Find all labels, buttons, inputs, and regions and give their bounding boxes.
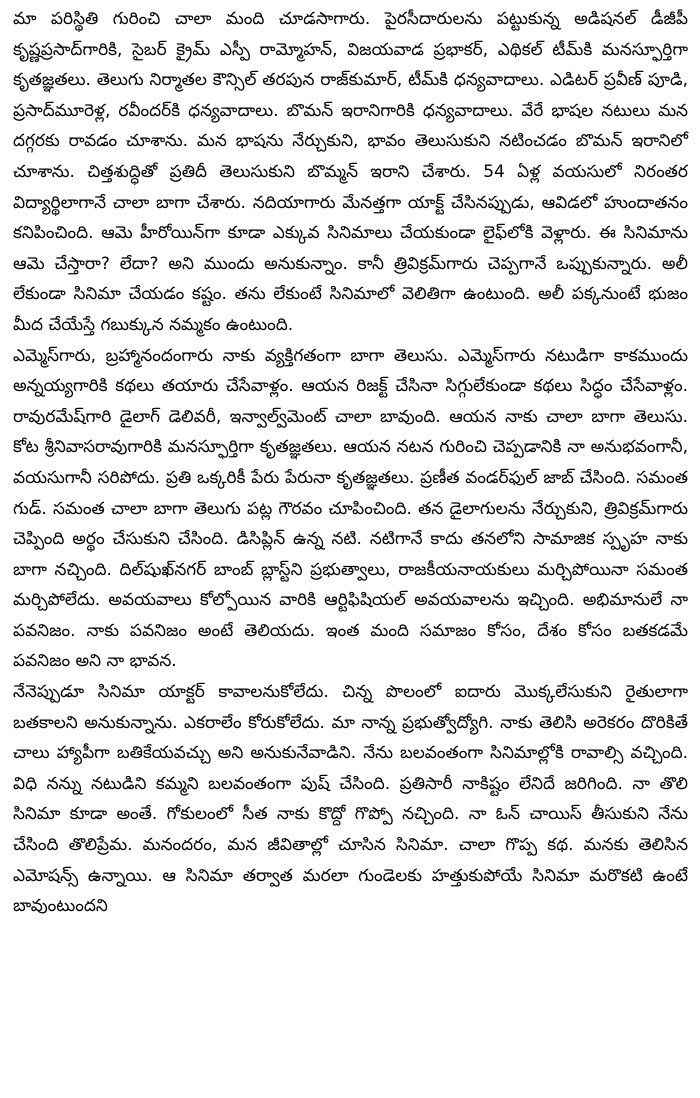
article-paragraph-1: మా పరిస్థితి గురించి చాలా మంది చూడసాగారు. పైరసీదారులను పట్టుకున్న అడిషనల్ డీజీపీ కృష్ణప్రసాద్‌గారికి, సైబర్ క్రైమ్ ఎస్పీ రామ్మోహన్, విజయవాడ ప్రభాకర్, ఎథికల్ టీమ్‌కి మనస్ఫూర్తిగా కృతజ్ఞతలు. తెలుగు నిర్మాతల కౌన్సిల్ తరపున రాజ్‌కుమార్, టీమ్‌కి ధన్యవాదాలు. ఎడిటర్ ప్రవీణ్ పూడి, ప్రసాద్‌మూరెళ్ల, రవీందర్‌కి ధన్యవాదాలు. బొమన్ ఇరానిగారికి ధన్యవాదాలు. వేరే భాషల నటులు మన దగ్గరకు రావడం చూశాను. మన భాషను నేర్చుకుని, భావం తెలుసుకుని నటించడం బొమన్ ఇరానిలో చూశాను. చిత్తశుద్ధితో ప్రతిదీ తెలుసుకుని బొమ్మన్ ఇరాని చేశారు. 54 ఏళ్ల వయసులో నిరంతర విద్యార్థిలాగానే చాలా బాగా చేశారు. నదియాగారు మేనత్తగా యాక్ట్ చేసినప్పుడు, ఆవిడలో హుందాతనం కనిపించింది. ఆమె హీరోయిన్‌గా కూడా ఎక్కువ సినిమాలు చేయకుండా లైఫ్‌లోకి వెళ్లారు. ఈ సినిమాను ఆమె చేస్తారా? లేదా? అని ముందు అనుకున్నాం. కానీ త్రివిక్రమ్‌గారు చెప్పగానే ఒప్పుకున్నారు. అలీ లేకుండా సినిమా చేయడం కష్టం. తను లేకుంటే సినిమాలో వెలితిగా ఉంటుంది. అలీ పక్కనుంటే భుజం మీద చేయేస్తే గబుక్కున నమ్మకం ఉంటుంది. xyxy=(13,9,688,335)
article-paragraph-2: ఎమ్మెస్‌గారు, బ్రహ్మానందంగారు నాకు వ్యక్తిగతంగా బాగా తెలుసు. ఎమ్మెస్‌గారు నటుడిగా కాకముందు అన్నయ్యగారికి కథలు తయారు చేసేవాళ్లం. ఆయన రిజక్ట్ చేసినా సిగ్గులేకుండా కథలు సిద్ధం చేసేవాళ్లం. రావురమేష్‌గారి డైలాగ్ డెలివరీ, ఇన్వాల్వ్‌మెంట్ చాలా బావుంది. ఆయన నాకు చాలా బాగా తెలుసు. కోట శ్రీనివాసరావుగారికి మనస్ఫూర్తిగా కృతజ్ఞతలు. ఆయన నటన గురించి చెప్పడానికి నా అనుభవంగానీ, వయసుగానీ సరిపోదు. ప్రతి ఒక్కరికీ పేరు పేరునా కృతజ్ఞతలు. ప్రణీత వండర్‌ఫుల్ జాబ్ చేసింది. సమంత గుడ్. సమంత చాలా బాగా తెలుగు పట్ల గౌరవం చూపించింది. తన డైలాగులను నేర్చుకుని, త్రివిక్రమ్‌గారు చెప్పింది అర్థం చేసుకుని చేసింది. డిసిప్లిన్ ఉన్న నటి. నటిగానే కాదు తనలోని సామాజిక స్పృహ నాకు బాగా నచ్చింది. దిల్‌షుఖ్‌నగర్ బాంబ్ బ్లాస్ట్‌ని ప్రభుత్వాలు, రాజకీయనాయకులు మర్చిపోయినా సమంత మర్చిపోలేదు. అవయవాలు కోల్పోయిన వారికి ఆర్టిఫిషియల్ అవయవాలను ఇచ్చింది. అభిమానులే నా పవనిజం. నాకు పవనిజం అంటే తెలియదు. ఇంత మంది సమాజం కోసం, దేశం కోసం బతకడమే పవనిజం అని నా భావన. xyxy=(13,345,688,672)
article-paragraph-3: నేనెప్పుడూ సినిమా యాక్టర్ కావాలనుకోలేదు. చిన్న పొలంలో ఐదారు మొక్కలేసుకుని రైతులాగా బతకాలని అనుకున్నాను. ఎకరాలేం కోరుకోలేదు. మా నాన్న ప్రభుత్వోద్యోగి. నాకు తెలిసి అరెకరం దొరికితే చాలు హ్యాపీగా బతికేయవచ్చు అని అనుకునేవాడిని. నేను బలవంతంగా సినిమాల్లోకి రావాల్సి వచ్చింది. విధి నన్ను నటుడిని కమ్మని బలవంతంగా పుష్ చేసింది. ప్రతిసారీ నాకిష్టం లేనిదే జరిగింది. నా తొలి సినిమా కూడా అంతే. గోకులంలో సీత నాకు కొద్దో గొప్పో నచ్చింది. నా ఓన్ చాయిస్ తీసుకుని నేను చేసింది తొలిప్రేమ. మనందరం, మన జీవితాల్లో చూసిన సినిమా. చాలా గొప్ప కథ. మనకు తెలిసిన ఎమోషన్స్ ఉన్నాయి. ఆ సినిమా తర్వాత మరలా గుండెలకు హత్తుకుపోయే సినిమా మరొకటి ఉంటే బావుంటుందని xyxy=(13,682,688,917)
